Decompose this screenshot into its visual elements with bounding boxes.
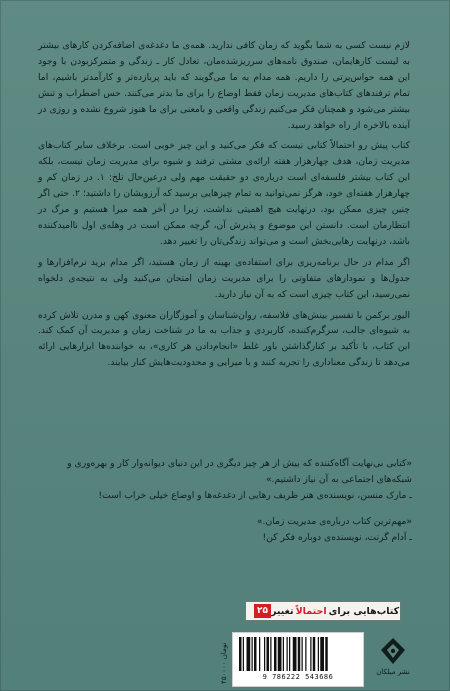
- quote-attribution: ـ مارک منسن، نویسنده‌ی هنر ظریف رهایی از دغدغه‌ها و اوضاع خیلی خراب است!: [98, 489, 412, 501]
- series-accent: احتمالاً: [295, 605, 327, 617]
- series-suffix: تغییر: [271, 605, 294, 617]
- series-number: ۲۵: [254, 604, 271, 618]
- barcode-icon: [239, 637, 357, 673]
- publisher-logo: [373, 636, 413, 682]
- publisher-name: نشر میلکان: [376, 668, 410, 676]
- price-label: ۴۵۰۰۰۰ تومان: [220, 642, 228, 684]
- series-prefix: کتاب‌هایی برای: [328, 605, 400, 617]
- barcode-digits: 9 786222 543686: [262, 673, 334, 681]
- quote-text: «مهم‌ترین کتاب درباره‌ی مدیریت زمان.»: [256, 515, 412, 527]
- quote-text: «کتابی بی‌نهایت آگاه‌کننده که بیش از هر چیز دیگری در این دنیای دیوانه‌وار کار و بهره‌وری و شبکه‌های اجتماعی به آن نیاز داشتیم.»: [67, 458, 412, 485]
- endorsements: [50, 456, 412, 556]
- blurb-text: [38, 38, 410, 376]
- blurb-paragraph: الیور برکمن با تفسیر بینش‌های فلاسفه، روان‌شناسان و آموزگاران معنوی کهن و مدرن تلاش کرده به شیوه‌ای جالب، سرگرم‌کننده، کاربردی و جذاب به ما در شناخت زمان و مدیریت آن کمک کند. این کتاب، با تأکید بر کنارگذاشتن باور غلط «انجام‌دادن هر کاری»، به خواننده‌ها ابزارهایی ارائه می‌دهد تا زندگی معناداری را تجربه کنند و با میرایی و محدودیت‌هایش کنار بیایند.: [38, 309, 410, 369]
- endorsement-quote: [50, 456, 412, 504]
- blurb-paragraph: لازم نیست کسی به شما بگوید که زمان کافی ندارید. همه‌ی ما دغدغه‌ی اضافه‌کردن کارهای بیشتر به لیست کارهایمان، صندوق نامه‌های سرریزشده‌مان، تعادل کار ـ زندگی و متمرکزبودن با وجود این همه حواس‌پرتی را داریم. همه مدام به ما می‌گویند که باید پربازده‌تر و کارآمدتر باشیم، اما تمام ترفندهای کتاب‌های مدیریت زمان فقط اوضاع را برای ما بدتر می‌کنند. حس اضطراب و تنش بیشتر می‌شود و همچنان فکر می‌کنیم زندگی واقعی و بامعنی برای ما هنوز شروع نشده و روزی در آینده بالاخره از راه خواهد رسید.: [38, 40, 410, 131]
- blurb-paragraph: اگر مدام در حال برنامه‌ریزی برای استفاده‌ی بهینه از زمان هستید، اگر مدام برید نرم‌افزارها و جدول‌ها و نمودارهای متفاوتی را برای مدیریت زمان امتحان می‌کنید ولی به نتیجه‌ی دلخواه نمی‌رسید، این کتاب چیزی است که به آن نیاز دارید.: [38, 256, 410, 300]
- blurb-paragraph: کتاب پیش رو احتمالاً کتابی نیست که فکر می‌کنید و این چیز خوبی است. برخلاف سایر کتاب‌های مدیریت زمان، هدف چهارهزار هفته ارائه‌ی مشتی ترفند و شیوه برای مدیریت زمان نیست، بلکه این کتاب بیشتر فلسفه‌ای است درباره‌ی دو حقیقت مهم ولی در‌عین‌حال تلخ: ۱. در زمان کم و چهارهزار هفته‌ای خود، هرگز نمی‌توانید به تمام چیزهایی برسید که آرزویشان را داشتید؛ ۲. حتی اگر چنین چیزی ممکن بود، درنهایت هیچ اهمیتی نداشت، زیرا در آخر همه میرا هستیم و مرگ در انتظارمان است. دانستن این موضوع و پذیرش آن، گرچه ممکن است در وهله‌ی اول ناامیدکننده باشد، درنهایت رهایی‌بخش است و می‌تواند زندگی‌تان را تغییر دهد.: [38, 140, 411, 247]
- quote-attribution: ـ آدام گرنت، نویسنده‌ی دوباره فکر کن!: [262, 531, 412, 543]
- isbn-barcode: [232, 632, 364, 687]
- publisher-logo-icon: [379, 636, 407, 666]
- series-badge: [245, 601, 401, 621]
- endorsement-quote: [50, 514, 412, 546]
